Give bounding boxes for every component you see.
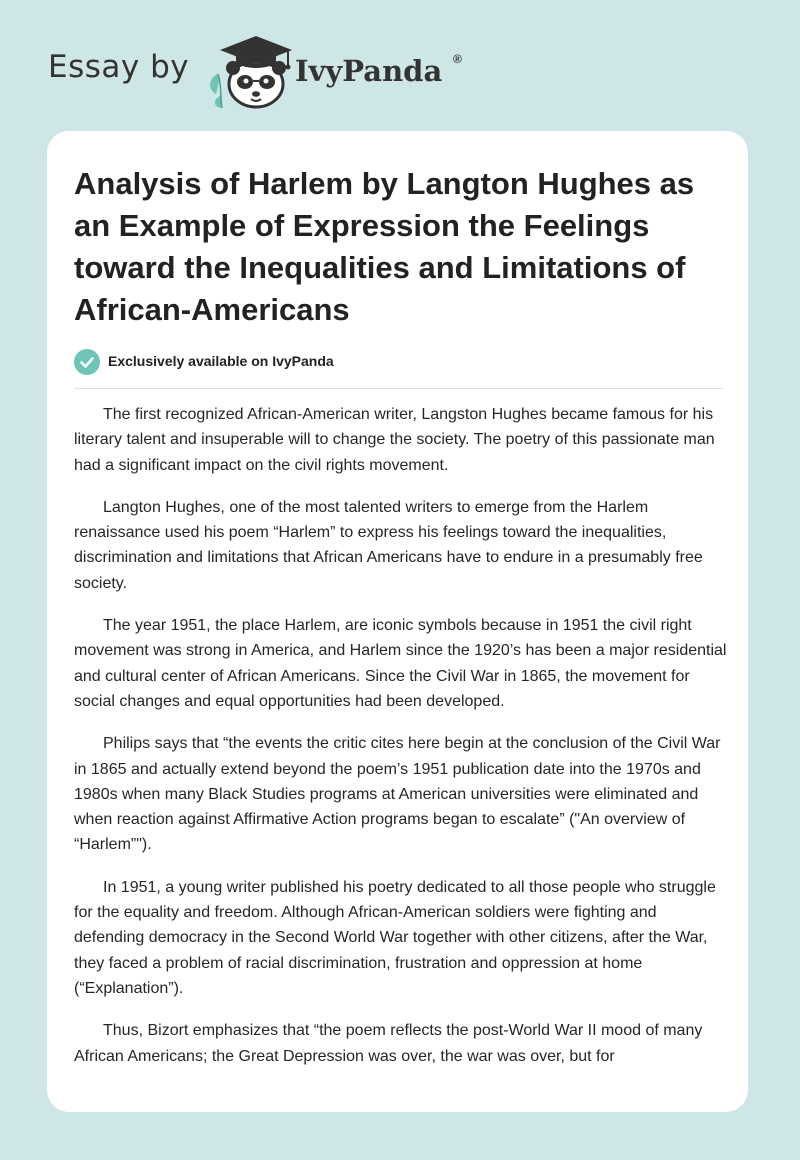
paragraph: The year 1951, the place Harlem, are iconic symbols because in 1951 the civil right movement was strong in America, and Harlem since the 1920’s has been a major residential and cultural center of African Americans. Since the Civil War in 1865, the movement for social changes and equal opportunities had been developed. <box>74 617 727 710</box>
divider <box>74 388 723 389</box>
brand-name[interactable]: IvyPanda <box>295 54 443 88</box>
panda-logo-icon[interactable] <box>204 34 296 110</box>
paragraph: Langton Hughes, one of the most talented writers to emerge from the Harlem renaissance used his poem “Harlem” to express his feelings toward the inequalities, discrimination and limitations that African Americans have to endure in a presumably free society. <box>74 498 703 592</box>
paragraph: Thus, Bizort emphasizes that “the poem reflects the post-World War II mood of many African Americans; the Great Depression was over, the war was over, but for <box>74 1022 703 1065</box>
paragraph: The first recognized African-American writer, Langston Hughes became famous for his literary talent and insuperable will to change the society. The poetry of this passionate man had a significant impact on the civil rights movement. <box>74 406 715 474</box>
exclusive-badge <box>74 349 474 375</box>
registered-mark: ® <box>453 52 462 66</box>
essay-card <box>47 131 748 1112</box>
essay-body <box>74 402 729 1086</box>
badge-text: Exclusively available on IvyPanda <box>108 353 334 369</box>
paragraph: In 1951, a young writer published his poetry dedicated to all those people who struggle for the equality and freedom. Although African-American soldiers were fighting and defending democracy in the Second World War together with other citizens, after the War, they faced a problem of racial discrimination, frustration and oppression at home (“Explanation”). <box>74 878 716 997</box>
page-title: Analysis of Harlem by Langton Hughes as an Example of Expression the Feelings toward the Inequalities and Limitations of African-Americans <box>74 166 695 327</box>
check-circle-icon <box>74 349 100 375</box>
paragraph: Philips says that “the events the critic cites here begin at the conclusion of the Civil War in 1865 and actually extend beyond the poem’s 1951 publication date into the 1970s and 1980s when many Black Studies programs at American universities were eliminated and when reaction against Affirmative Action programs began to escalate” ("An overview of “Harlem”"). <box>74 735 721 854</box>
essay-by-label: Essay by <box>48 49 190 85</box>
site-header <box>48 34 648 110</box>
